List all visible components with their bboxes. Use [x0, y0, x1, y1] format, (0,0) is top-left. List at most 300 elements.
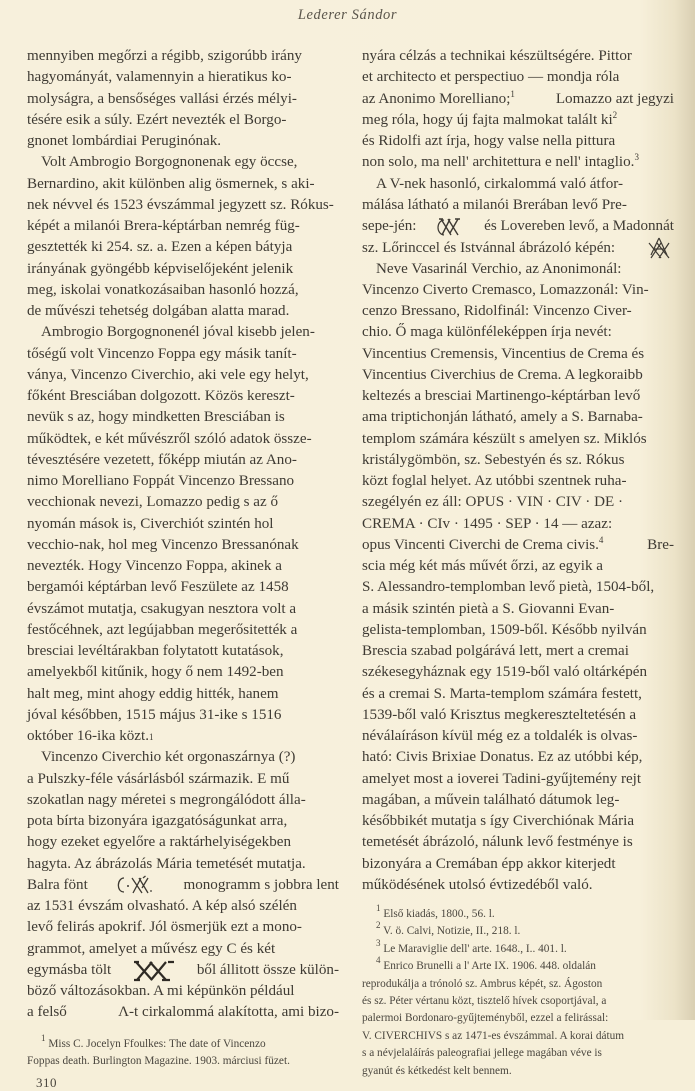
text-line	[27, 684, 339, 705]
line-inner	[362, 386, 674, 407]
line-inner	[27, 662, 339, 683]
text-span: 1539-ből való Krisztus megkereszteltetésén a	[362, 706, 637, 723]
text-span: tőségű volt Vincenzo Foppa egy másik tanít-	[27, 345, 297, 362]
footnote-continuation	[362, 1010, 674, 1027]
text-span: Vincenzo Civerchio két orgonaszárnya (?)	[41, 749, 296, 766]
text-line	[362, 344, 674, 365]
text-line	[27, 67, 339, 88]
line-inner	[376, 259, 674, 280]
text-span: ből állitott össze külön-	[196, 962, 339, 979]
text-span: az Anonimo Morelliano;	[362, 90, 511, 107]
text-span: bergamói képtárban levő Feszülete az 1458	[27, 579, 289, 596]
text-line	[27, 577, 339, 598]
line-inner	[362, 301, 674, 322]
text-line	[362, 259, 674, 280]
text-line	[362, 535, 674, 556]
footnote-text: palermoi Bordonaro-gyűjteményből, ezzel a felirással:	[362, 1012, 609, 1025]
text-span: és Ridolfi azt írja, hogy valse nella pittura	[362, 133, 616, 149]
text-line	[362, 110, 674, 131]
line-inner	[27, 854, 339, 875]
text-line	[27, 386, 339, 407]
line-inner	[27, 216, 339, 237]
line-inner	[41, 322, 339, 343]
footnote	[27, 1033, 339, 1053]
text-span: gelista-templomban, 1509-ből. Később nyilván	[362, 621, 647, 638]
text-span: az 1531 évszám olvasható. A kép alsó szélén	[27, 898, 297, 914]
line-inner	[27, 407, 339, 428]
text-line	[362, 492, 674, 513]
text-span: működésének utolsó évtizedéből való.	[362, 876, 593, 893]
text-span: levő felirás apokrif. Jól ösmerjük ezt a mono-	[27, 919, 302, 936]
line-inner	[362, 322, 674, 343]
text-span: Vincentius Cremensis, Vincentius de Crema és	[362, 345, 645, 362]
line-inner	[27, 917, 339, 938]
footnote-text: és sz. Péter vértanu közt, tisztelő hívek csoportjával, a	[362, 994, 607, 1007]
footnote-continuation	[362, 976, 674, 993]
text-line	[362, 89, 674, 110]
c-xx-monogram-icon	[114, 875, 158, 895]
line-inner	[376, 174, 674, 195]
line-inner	[41, 152, 339, 173]
line-inner	[27, 1053, 290, 1070]
footnote	[362, 903, 674, 923]
text-span: sepe-jén:	[362, 218, 417, 234]
footnote-text: Foppas death. Burlington Magazine. 1903. márciusi füzet.	[27, 1055, 290, 1068]
text-line	[362, 620, 674, 641]
line-inner	[27, 832, 339, 853]
footnote-continuation	[362, 993, 674, 1010]
line-inner	[376, 937, 567, 958]
text-span: málása látható a milanói Brerában levő Pre-	[362, 196, 627, 213]
text-span: Lomazzo azt jegyzi	[555, 90, 674, 107]
text-line	[27, 514, 339, 535]
text-span: szegélyén ez áll: OPUS · VIN · CIV · DE ·	[362, 494, 624, 511]
line-inner	[27, 131, 221, 152]
text-line	[27, 939, 339, 960]
text-span: a Pulszky-féle vásárlásból származik. E mű	[27, 770, 290, 787]
line-inner	[27, 641, 339, 662]
line-inner	[362, 993, 674, 1010]
text-span: sz. Lőrinccel és Istvánnal ábrázoló képén:	[362, 239, 616, 256]
text-span: meg róla, hogy új fajta malmokat talált ki	[362, 111, 613, 128]
text-span: scia még két más művét őrzi, az egyik a	[362, 558, 603, 574]
line-inner	[362, 131, 674, 152]
text-line	[362, 67, 674, 88]
text-line	[362, 641, 674, 662]
text-span: hagyományát, valamennyin a hieratikus ko-	[27, 69, 292, 86]
text-span: Neve Vasarinál Verchio, az Anonimonál:	[376, 260, 622, 277]
text-line	[362, 407, 674, 428]
footnote-text	[376, 937, 567, 958]
line-inner	[376, 955, 674, 975]
text-line	[27, 641, 339, 662]
text-line	[27, 875, 339, 896]
text-span: meg, iskolai vonatkozásaiban hasonló hozzá,	[27, 281, 299, 298]
text-line	[27, 110, 339, 131]
line-inner	[362, 152, 639, 173]
text-line	[27, 981, 339, 1002]
text-line	[362, 195, 674, 216]
text-span: képét a milanói Brera-képtárban nemrég füg-	[27, 218, 300, 234]
text-span: S. Alessandro-templomban levő pietà, 1504-ből,	[362, 579, 655, 596]
footnote-ref: 2	[612, 109, 618, 120]
line-inner	[362, 620, 674, 641]
line-inner	[362, 535, 674, 556]
line-inner	[27, 535, 339, 556]
line-inner	[362, 344, 674, 365]
footnotes-right	[362, 903, 674, 1080]
text-line	[362, 662, 674, 683]
text-span: CREMA · CIv · 1495 · SEP · 14 — azaz:	[362, 515, 613, 532]
line-inner	[362, 1045, 674, 1062]
text-span: Bre-	[647, 536, 674, 553]
text-span: irányának gyöngébb képviselőjeként jelenik	[27, 260, 294, 277]
text-span: és Lovereben levő, a Madonnát	[484, 218, 674, 234]
text-line	[27, 747, 339, 768]
text-span: amelyet most a ioverei Tadini-gyűjtemény rejt	[362, 770, 642, 787]
line-inner	[27, 705, 339, 726]
text-span: Brescia szabad polgárává lett, mert a cremai	[362, 643, 629, 659]
text-span: non solo, ma nell' architettura e nell' intaglio.	[362, 154, 635, 171]
footnote	[362, 920, 674, 940]
footnote-ref: 4	[598, 534, 604, 545]
text-line	[27, 259, 339, 280]
line-inner	[27, 599, 339, 620]
footnote-text	[376, 903, 495, 923]
text-line	[362, 811, 674, 832]
xx-monogram-icon	[132, 960, 176, 982]
line-inner	[362, 641, 674, 662]
text-line	[27, 450, 339, 471]
text-line	[27, 89, 339, 110]
text-span: bresciai levéltárakban folytatott kutatások,	[27, 643, 284, 659]
line-inner	[27, 981, 339, 1002]
text-span: székesegyháznak egy 1519-ből való oltárképén	[362, 664, 647, 681]
text-span: vecchionak nevezi, Lomazzo pedig s az ő	[27, 494, 279, 511]
footnotes-left	[27, 1033, 339, 1071]
footnote-text	[41, 1033, 266, 1053]
line-inner	[27, 429, 339, 450]
line-inner	[27, 577, 339, 598]
text-span: tésére esik a súly. Ezért nevezték el Borgo-	[27, 111, 287, 128]
left-column	[27, 46, 339, 1024]
text-span: nyára célzás a technikai készültségére. Pittor	[362, 48, 632, 64]
footnote	[362, 937, 674, 958]
line-inner	[362, 46, 674, 67]
text-span	[362, 152, 639, 173]
footnote-number: 3	[376, 937, 381, 948]
text-span: ványa, Vincenzo Civerchio, aki vele egy helyt,	[27, 366, 309, 383]
text-span: nevezték. Hogy Vincenzo Foppa, akinek a	[27, 558, 282, 574]
line-inner	[362, 450, 674, 471]
text-span: október 16-ika közt.	[27, 728, 149, 744]
footnote-text: Le Maraviglie dell' arte. 1648., I.. 401. l.	[383, 942, 567, 955]
text-line	[27, 365, 339, 386]
text-line	[27, 344, 339, 365]
text-line	[362, 514, 674, 535]
text-span: Bernardino, akit különben alig ösmernek, s aki-	[27, 175, 315, 192]
text-line	[362, 684, 674, 705]
text-line	[362, 471, 674, 492]
text-line	[362, 301, 674, 322]
footnote-text	[376, 955, 596, 975]
line-inner	[362, 875, 593, 896]
text-span: évszámot mutatja, csakugyan nesztora volt a	[27, 600, 297, 617]
line-inner	[362, 976, 674, 993]
text-span	[362, 89, 515, 110]
line-inner	[362, 811, 674, 832]
text-span: temetését ábrázoló, nálunk levő festménye is	[362, 834, 633, 851]
text-line	[362, 599, 674, 620]
text-span: későbbikét mutatja s így Civerchiónak Mária	[362, 813, 635, 829]
line-inner	[27, 89, 339, 110]
line-inner	[27, 471, 339, 492]
line-inner	[362, 705, 674, 726]
line-inner	[362, 832, 674, 853]
text-line	[362, 450, 674, 471]
text-line	[362, 875, 674, 896]
line-inner	[376, 903, 495, 923]
line-inner	[362, 237, 674, 259]
footnote-continuation	[362, 1028, 674, 1045]
line-inner	[362, 89, 674, 110]
text-span: nevük s az, hogy mindketten Bresciában is	[27, 409, 285, 426]
text-span: hogy ezeket egyelőre a raktárhelyiségekben	[27, 834, 292, 851]
footnote-ref: 1	[510, 88, 515, 99]
text-span: nimo Morelliano Foppát Vincenzo Bressano	[27, 473, 295, 489]
line-inner	[362, 556, 674, 577]
line-inner	[27, 514, 339, 535]
footnote-text: s a névjelaláírás paleografiai jellege magában véve is	[362, 1047, 602, 1060]
line-inner	[27, 301, 289, 322]
text-span: chio. Ő maga különféleképpen írja nevét:	[362, 324, 612, 341]
text-line	[27, 535, 339, 556]
line-inner	[362, 1063, 512, 1080]
text-line	[27, 896, 339, 917]
line-inner	[362, 684, 674, 705]
text-line	[27, 1002, 339, 1023]
footnote-number: 4	[376, 955, 381, 966]
text-line	[27, 174, 339, 195]
line-inner	[362, 216, 674, 237]
line-inner	[27, 450, 339, 471]
line-inner	[27, 280, 339, 301]
text-line	[27, 131, 339, 152]
line-inner	[27, 386, 339, 407]
line-inner	[27, 1002, 339, 1023]
line-inner	[41, 1033, 339, 1053]
text-span: böző változásokban. A mi képünkön például	[27, 983, 295, 999]
line-inner	[27, 684, 339, 705]
text-span: Vincenzo Civerto Cremasco, Lomazzonál: Vin-	[362, 281, 649, 298]
text-span: hagyta. Az ábrázolás Mária temetését mutatja.	[27, 855, 306, 872]
text-span: a felső	[27, 1004, 67, 1021]
text-line	[362, 131, 674, 152]
compass-xx-monogram-icon	[647, 237, 671, 259]
text-line	[362, 832, 674, 853]
line-inner	[362, 1010, 674, 1027]
line-inner	[362, 429, 674, 450]
text-span: festőcéhnek, azt legújabban megerősitették a	[27, 621, 298, 638]
text-line	[362, 322, 674, 343]
text-line	[27, 556, 339, 577]
line-inner	[362, 1028, 674, 1045]
text-line	[27, 322, 339, 343]
line-inner	[27, 790, 339, 811]
text-line	[27, 216, 339, 237]
line-inner	[376, 920, 521, 940]
text-span: bizonyára a Cremában épp akkor kiterjedt	[362, 855, 616, 872]
text-line	[362, 726, 674, 747]
footnote-text: V. ö. Calvi, Notizie, II., 218. l.	[383, 925, 521, 938]
text-span: templom számára készült s amelyen sz. Miklós	[362, 430, 647, 447]
line-inner	[27, 492, 339, 513]
footnote-text: reprodukálja a trónoló sz. Ambrus képét, sz. Ágoston	[362, 977, 603, 990]
text-line	[27, 769, 339, 790]
line-inner	[27, 67, 339, 88]
text-line	[27, 46, 339, 67]
text-span	[362, 110, 617, 131]
line-inner	[362, 599, 674, 620]
text-span: et architecto et perspectiuo — mondja róla	[362, 69, 620, 86]
text-line	[27, 811, 339, 832]
footnote-number: 2	[376, 920, 381, 931]
text-line	[27, 429, 339, 450]
text-span: nek névvel és 1523 évszámmal jegyzett sz. Rókus-	[27, 196, 334, 213]
line-inner	[362, 407, 674, 428]
footnote-ref: 3	[634, 152, 639, 163]
text-line	[362, 854, 674, 875]
text-line	[362, 280, 674, 301]
text-span: opus Vincenti Civerchi de Crema civis.	[362, 536, 599, 553]
footnote-text: Miss C. Jocelyn Ffoulkes: The date of Vincenzo	[48, 1038, 266, 1050]
text-line	[27, 301, 339, 322]
text-line	[362, 216, 674, 237]
text-span: és a cremai S. Marta-templom számára festett,	[362, 685, 642, 702]
text-span: magában, a művein található dátumok leg-	[362, 791, 620, 808]
text-line	[27, 471, 339, 492]
line-inner	[27, 620, 339, 641]
text-span: nyomán mások is, Civerchiót szintén hol	[27, 515, 274, 532]
line-inner	[362, 514, 674, 535]
text-span: kristálygömbön, sz. Sebestyén és sz. Rókus	[362, 451, 625, 468]
line-inner	[27, 556, 339, 577]
right-column	[362, 46, 674, 896]
text-line	[362, 556, 674, 577]
footnote-continuation	[362, 1045, 674, 1062]
text-span: Ambrogio Borgognonenél jóval kisebb jelen-	[41, 324, 315, 341]
line-inner	[362, 577, 674, 598]
text-span: molyságra, a bensőséges vallási érzés mélyi-	[27, 90, 297, 107]
footnote-text: gyanút és kétkedést kelt bennem.	[362, 1064, 512, 1077]
text-span: cenzo Bressano, Ridolfinál: Vincenzo Civer-	[362, 303, 632, 319]
line-inner	[362, 662, 674, 683]
text-line	[362, 46, 674, 67]
footnote-continuation	[362, 1063, 674, 1080]
page-number: 310	[36, 1075, 57, 1090]
text-line	[362, 705, 674, 726]
text-span: Volt Ambrogio Borgognonenak egy öccse,	[41, 154, 298, 171]
text-span: amelyekből kitűnik, hogy ő nem 1492-ben	[27, 664, 284, 681]
text-span: halt meg, mint ahogy eddig hitték, hanem	[27, 685, 279, 702]
text-line	[27, 705, 339, 726]
text-line	[362, 365, 674, 386]
footnote-text: Enrico Brunelli a l' Arte IX. 1906. 448. oldalán	[383, 960, 596, 973]
footnote-text: Első kiadás, 1800., 56. l.	[383, 908, 495, 920]
text-span: szokatlan nagy méretei s megrongálódott álla-	[27, 791, 306, 808]
line-inner: október 16-ika közt. 1	[27, 726, 153, 747]
line-inner	[27, 237, 339, 258]
footnote	[362, 955, 674, 975]
text-line	[362, 386, 674, 407]
text-span: keltezés a bresciai Martinengo-képtárban levő	[362, 388, 641, 404]
text-span: de művészi tehetség dolgában alatta marad.	[27, 303, 290, 319]
text-line	[27, 620, 339, 641]
text-span	[362, 535, 603, 556]
text-line	[362, 174, 674, 195]
text-span: Vincentius Civerchius de Crema. A legkoraibb	[362, 366, 643, 383]
text-line	[362, 769, 674, 790]
footnote-text: V. CIVERCHIVS s az 1471-es évszámmal. A korai dátum	[362, 1029, 625, 1042]
text-line	[27, 790, 339, 811]
line-inner	[41, 747, 339, 768]
text-span: jóval későbben, 1515 május 31-ike s 1516	[27, 706, 282, 723]
footnote-continuation	[27, 1053, 339, 1070]
text-span: gesztették ki 254. sz. a. Ezen a képen bátyja	[27, 239, 293, 256]
text-line	[362, 429, 674, 450]
text-span: ama triptichonján látható, amely a S. Barnaba-	[362, 409, 643, 426]
text-span: főként Bresciában dolgozott. Közös kereszt-	[27, 388, 295, 404]
line-inner	[362, 492, 674, 513]
text-line	[27, 195, 339, 216]
text-span: a másik szintén pietà a S. Giovanni Evan-	[362, 600, 615, 617]
line-inner	[27, 811, 339, 832]
text-span: gnonet lombárdiai Peruginónak.	[27, 133, 222, 149]
line-inner	[362, 365, 674, 386]
text-line	[362, 577, 674, 598]
line-inner	[27, 195, 339, 216]
line-inner	[27, 110, 339, 131]
line-inner	[27, 875, 339, 896]
text-span: Balra fönt	[27, 876, 88, 893]
text-line	[27, 407, 339, 428]
text-line	[27, 599, 339, 620]
text-span: monogramm s jobbra lent	[183, 876, 339, 893]
line-inner	[27, 174, 339, 195]
circle-xx-monogram-icon	[435, 217, 465, 237]
text-line	[27, 917, 339, 938]
text-span: grammot, amelyet a művész egy C és két	[27, 940, 276, 957]
running-head: Lederer Sándor	[297, 7, 398, 23]
text-line	[362, 237, 674, 258]
line-inner	[27, 46, 339, 67]
line-inner	[362, 195, 674, 216]
text-span: néválaíráson kívül még ez a toldalék is olvas-	[362, 728, 638, 744]
footnote-text	[376, 920, 521, 940]
text-span: mennyiben megőrzi a régibb, szigorúbb irány	[27, 48, 302, 64]
line-inner	[362, 110, 674, 131]
text-span: pota bírta bizonyára igazgatóságunkat arra,	[27, 813, 288, 829]
text-line	[27, 237, 339, 258]
text-line	[27, 152, 339, 173]
line-inner	[362, 769, 674, 790]
text-line	[362, 152, 674, 173]
text-span: tévesztésére vezetett, főképp miután az Ano-	[27, 451, 297, 468]
text-span: egymásba tölt	[27, 962, 112, 979]
line-inner	[362, 854, 674, 875]
text-line	[27, 854, 339, 875]
text-span: ható: Civis Brixiae Donatus. Ez az utóbbi kép,	[362, 749, 643, 766]
